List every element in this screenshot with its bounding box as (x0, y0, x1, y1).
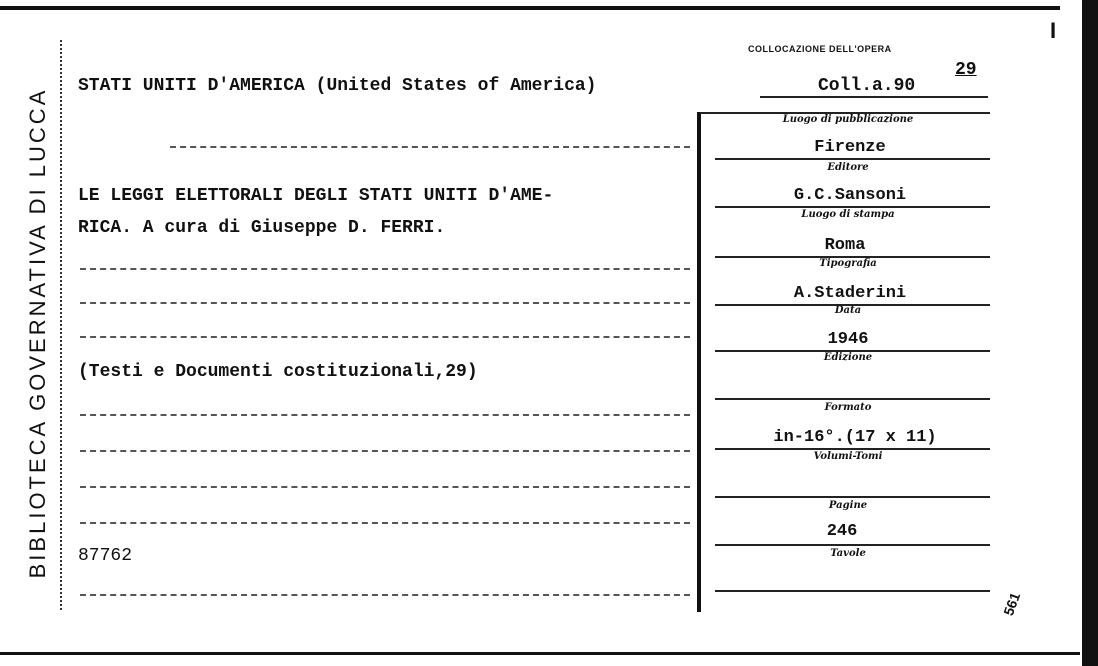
field-rule (715, 590, 990, 592)
field-value: A.Staderini (793, 284, 907, 303)
field-rule (715, 206, 990, 208)
field-rule (715, 398, 990, 400)
field-value: Roma (824, 236, 866, 255)
field-rule (715, 496, 990, 498)
field-label: Volumi-Tomi (813, 451, 883, 462)
blank-line (80, 594, 690, 596)
top-border (0, 6, 1060, 10)
field-rule (715, 448, 990, 450)
field-label: Luogo di pubblicazione (782, 114, 914, 125)
shelf-number: 29 (955, 60, 977, 80)
field-rule (715, 158, 990, 160)
blank-line (170, 146, 690, 148)
field-label: Pagine (828, 500, 868, 511)
bottom-border (0, 652, 1080, 655)
field-label: Luogo di stampa (801, 209, 895, 220)
field-value: 1946 (827, 330, 869, 349)
field-label: Tavole (830, 548, 866, 559)
field-label: Editore (827, 162, 869, 173)
blank-line (80, 522, 690, 524)
blank-line (80, 414, 690, 416)
title-line-2: RICA. A cura di Giuseppe D. FERRI. (78, 218, 446, 238)
title-line-1: LE LEGGI ELETTORALI DEGLI STATI UNITI D'AME- (78, 186, 554, 206)
field-label: Tipografia (819, 258, 877, 269)
blank-line (80, 486, 690, 488)
shelf-mark: Coll.a.90 (818, 76, 916, 96)
inventory-number: 87762 (78, 546, 133, 566)
margin-note: 561 (1000, 590, 1024, 618)
blank-line (80, 450, 690, 452)
field-rule (715, 544, 990, 546)
field-label: Data (834, 305, 862, 316)
field-label: Edizione (823, 352, 873, 363)
right-border (1082, 0, 1098, 666)
field-value: G.C.Sansoni (793, 186, 907, 205)
field-value: Firenze (814, 138, 886, 157)
field-value: in-16°.(17 x 11) (773, 428, 937, 447)
library-side-label: BIBLIOTECA GOVERNATIVA DI LUCCA (25, 87, 50, 579)
column-separator (697, 112, 701, 612)
left-rule (60, 40, 62, 610)
blank-line (80, 268, 690, 270)
collocation-header: COLLOCAZIONE DELL'OPERA (748, 44, 892, 54)
country-line: STATI UNITI D'AMERICA (United States of America) (78, 76, 597, 96)
top-right-mark: I (1050, 18, 1057, 43)
header-underline (760, 96, 988, 98)
field-value: 246 (826, 522, 858, 541)
blank-line (80, 336, 690, 338)
field-label: Formato (824, 402, 872, 413)
blank-line (80, 302, 690, 304)
series-line: (Testi e Documenti costituzionali,29) (78, 362, 478, 382)
